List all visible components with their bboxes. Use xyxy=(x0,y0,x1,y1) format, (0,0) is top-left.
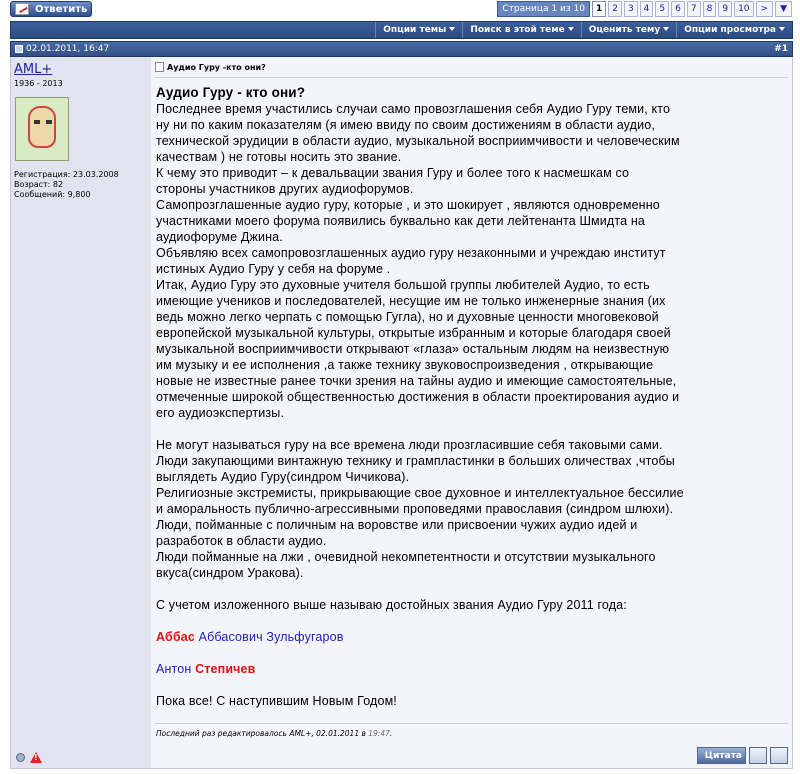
thread-options-menu[interactable] xyxy=(375,22,462,38)
message-line: технической эрудиции в области аудио, музыкальной восприимчивости и человеческим xyxy=(156,134,680,148)
page-menu-button[interactable]: ▼ xyxy=(775,1,792,17)
page-2[interactable]: 2 xyxy=(608,1,622,17)
username-link[interactable]: AML+ xyxy=(14,62,53,77)
avatar-face xyxy=(28,106,56,148)
multi-quote-button[interactable] xyxy=(749,747,767,764)
offline-status-icon xyxy=(16,753,25,762)
message-line: К чему это приводит – к девальвации звания Гуру и более того к насмешкам со xyxy=(156,166,630,180)
message-line: ведь можно легко черпать с помощью Гугла), но и духовные ценности многовековой xyxy=(156,310,659,324)
message-line: разработок в области аудио. xyxy=(156,534,327,548)
message-line: Последнее время участились случаи само провозглашения себя Аудио Гуру теми, кто xyxy=(156,102,671,116)
user-info-column xyxy=(10,57,151,769)
message-paragraph-2 xyxy=(156,437,788,581)
spacer xyxy=(156,421,788,437)
pagination xyxy=(497,1,792,17)
edited-note xyxy=(156,729,392,738)
page-10[interactable]: 10 xyxy=(734,1,753,17)
avatar-eye xyxy=(46,120,52,124)
user-stats xyxy=(14,170,119,200)
message-line: стороны участников других аудиофорумов. xyxy=(156,182,414,196)
rate-thread-label: Оценить тему xyxy=(588,25,661,35)
thread-options-label: Опции темы xyxy=(383,25,447,35)
report-post-icon[interactable] xyxy=(30,752,42,763)
display-options-menu[interactable] xyxy=(676,22,792,38)
user-registration: Регистрация: 23.03.2008 xyxy=(14,170,119,179)
post-number-link[interactable]: #1 xyxy=(774,44,788,54)
display-options-label: Опции просмотра xyxy=(684,25,776,35)
post-date: 02.01.2011, 16:47 xyxy=(26,44,110,54)
quick-reply-button[interactable] xyxy=(770,747,788,764)
edited-suffix: . xyxy=(389,729,393,738)
message-line: Объявляю всех самопровозглашенных аудио гуру незаконными и учреждаю институт xyxy=(156,246,666,260)
post-header xyxy=(10,41,793,57)
spacer xyxy=(156,613,788,629)
post-title xyxy=(155,62,266,72)
avatar-eye xyxy=(34,120,40,124)
message-line: Люди пойманные на лжи , очевидной некомпетентности и отсутствии музыкального xyxy=(156,550,656,564)
spacer xyxy=(156,677,788,693)
page-8[interactable]: 8 xyxy=(703,1,717,17)
search-thread-menu[interactable] xyxy=(462,22,580,38)
post-message xyxy=(156,85,788,709)
spacer xyxy=(156,581,788,597)
guru-2 xyxy=(156,661,788,677)
message-line: музыкальной восприимчивости открывают «глаза» остальным людям на неизвестную xyxy=(156,342,670,356)
guru-2-last-name: Степичев xyxy=(195,662,256,676)
message-heading: Аудио Гуру - кто они? xyxy=(156,85,306,100)
post-buttons xyxy=(697,747,788,764)
user-title: 1936 - 2013 xyxy=(14,79,63,88)
message-closing: Пока все! С наступившим Новым Годом! xyxy=(156,694,397,708)
page-9[interactable]: 9 xyxy=(718,1,732,17)
user-age: Возраст: 82 xyxy=(14,180,64,189)
post-date-wrap xyxy=(15,44,109,54)
reply-button[interactable] xyxy=(10,1,92,17)
message-line: качествам ) не готовы носить это звание. xyxy=(156,150,402,164)
post-content-column xyxy=(151,57,793,769)
edited-time: 19:47 xyxy=(368,729,390,738)
post-status-icon xyxy=(15,45,23,53)
title-divider xyxy=(155,77,788,78)
page-3[interactable]: 3 xyxy=(624,1,638,17)
page-6[interactable]: 6 xyxy=(671,1,685,17)
user-posts: Сообщений: 9,800 xyxy=(14,190,91,199)
message-line: истиных Аудио Гуру у себя на форуме . xyxy=(156,262,391,276)
guru-1 xyxy=(156,629,788,645)
message-line: имеющие учеников и последователей, несущие им не только инженерные знания (их xyxy=(156,294,666,308)
page-7[interactable]: 7 xyxy=(687,1,701,17)
page-1: 1 xyxy=(592,1,606,17)
next-page-button[interactable]: > xyxy=(756,1,774,17)
message-paragraph-1 xyxy=(156,101,788,421)
guru-1-rest: Аббасович Зульфугаров xyxy=(194,630,344,644)
page-4[interactable]: 4 xyxy=(640,1,654,17)
page-5[interactable]: 5 xyxy=(655,1,669,17)
message-conclusion: С учетом изложенного выше называю достойных звания Аудио Гуру 2011 года: xyxy=(156,598,627,612)
message-line: выглядеть Аудио Гуру(синдром Чичикова). xyxy=(156,470,410,484)
chevron-down-icon xyxy=(568,27,574,31)
edited-prefix: Последний раз редактировалось AML+, 02.01.2011 в xyxy=(156,729,369,738)
document-icon xyxy=(155,62,164,72)
message-line: участниками моего форума появились буквально как дети лейтенанта Шмидта на xyxy=(156,214,645,228)
message-line: новые не известные ранее точки зрения на тайны аудио и имеющие самостоятельные, xyxy=(156,374,677,388)
pencil-icon xyxy=(15,3,29,15)
thread-tools-bar xyxy=(10,21,793,39)
message-line: Итак, Аудио Гуру это духовные учителя большой группы любителей Аудио, то есть xyxy=(156,278,650,292)
user-icons xyxy=(16,752,42,763)
message-line: Люди, пойманные с поличным на воровстве или присвоении чужих аудио идей и xyxy=(156,518,638,532)
chevron-down-icon xyxy=(449,27,455,31)
message-line: Самопрозглашенные аудио гуру, которые , и это шокирует , являются одновременно xyxy=(156,198,660,212)
top-row xyxy=(0,0,800,18)
chevron-down-icon xyxy=(663,27,669,31)
rate-thread-menu[interactable] xyxy=(581,22,677,38)
message-line: Религиозные экстремисты, прикрывающие свое духовное и интеллектуальное бессилие xyxy=(156,486,684,500)
guru-1-first-name: Аббас xyxy=(156,630,195,644)
reply-label: Ответить xyxy=(35,3,88,15)
message-line: отмеченные широкой общественностью достижения в области проектирования аудио и xyxy=(156,390,680,404)
message-line: ну ни по каким показателям (я имею ввиду по своим достижениям в области аудио, xyxy=(156,118,655,132)
edit-divider xyxy=(155,723,788,724)
guru-2-first-name: Антон xyxy=(156,662,192,676)
post-title-text: Аудио Гуру -кто они? xyxy=(167,62,266,72)
spacer xyxy=(156,645,788,661)
message-line: и аморальность публично-агрессивными проповедями православия (синдром шлюхи). xyxy=(156,502,674,516)
message-line: вкуса(синдром Уракова). xyxy=(156,566,304,580)
message-line: Люди закупающими винтажную технику и грампластинки в больших оличествах ,чтобы xyxy=(156,454,675,468)
quote-button[interactable]: Цитата xyxy=(697,747,746,764)
message-line: его аудиоэкспертизы. xyxy=(156,406,285,420)
chevron-down-icon xyxy=(779,27,785,31)
message-line: европейской музыкальной культуры, открытые избранным и которые благодаря своей xyxy=(156,326,671,340)
message-line: Не могут называться гуру на все времена люди прозгласившие себя таковыми сами. xyxy=(156,438,663,452)
search-thread-label: Поиск в этой теме xyxy=(470,25,565,35)
message-line: аудиофоруме Джина. xyxy=(156,230,283,244)
page-count-label[interactable]: Страница 1 из 10 xyxy=(497,1,590,17)
avatar[interactable] xyxy=(15,97,69,161)
message-line: им музыку и ее исполнения ,а также технику звуковоспроизведения , открывающие xyxy=(156,358,654,372)
